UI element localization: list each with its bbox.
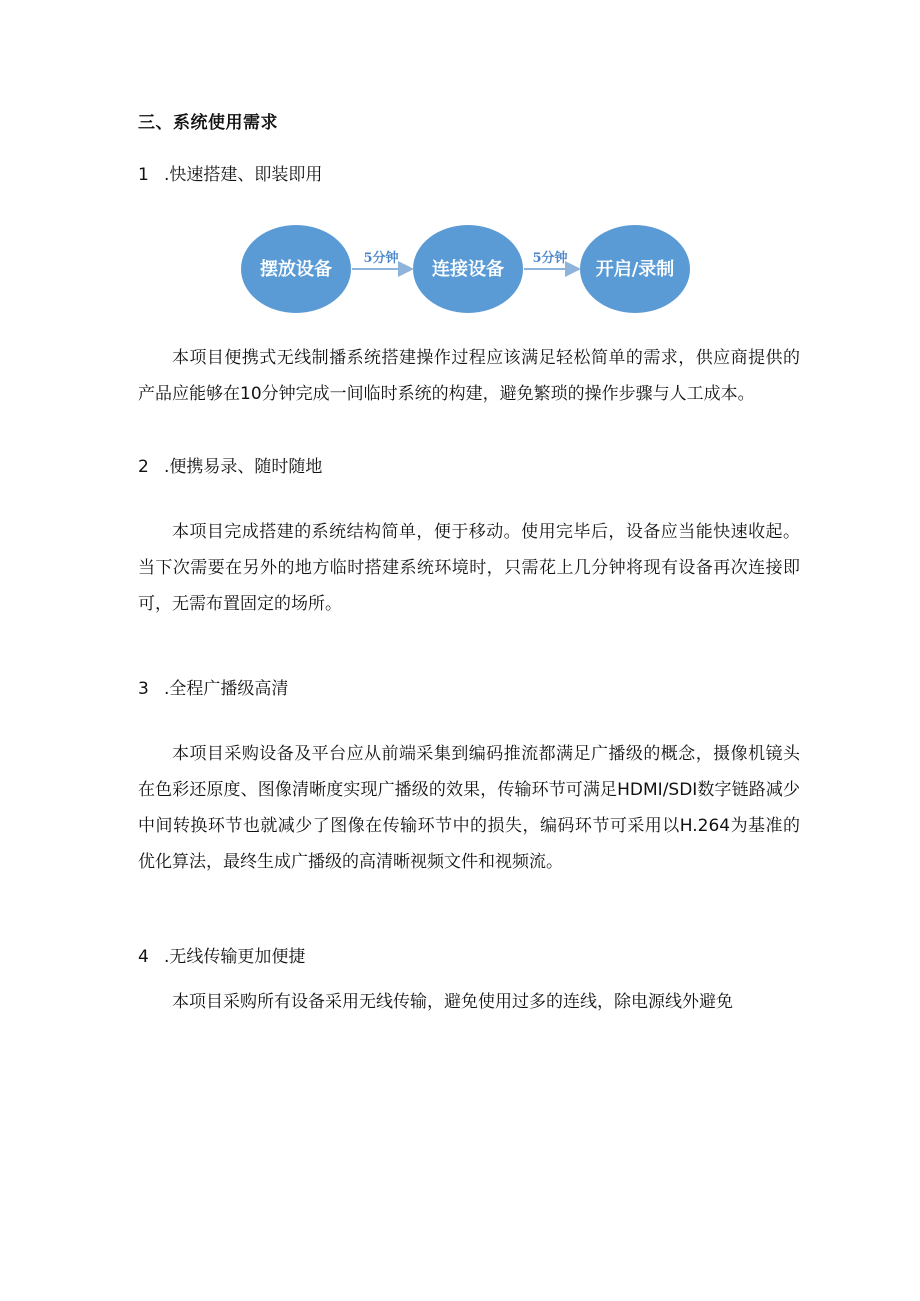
item-paragraph-1: 本项目便携式无线制播系统搭建操作过程应该满足轻松简单的需求，供应商提供的产品应能够在10分钟完成一间临时系统的构建，避免繁琐的操作步骤与人工成本。 [138, 348, 800, 404]
item-number: 3 [138, 679, 149, 699]
item-heading-4 [138, 942, 305, 967]
item-title: .便携易录、随时随地 [164, 457, 323, 477]
item-title: .全程广播级高清 [164, 679, 289, 699]
flow-node-label-3: 开启/录制 [595, 259, 675, 280]
flow-node-label-1: 摆放设备 [260, 259, 332, 280]
item-number: 4 [138, 947, 149, 967]
item-number: 1 [138, 165, 149, 185]
item-heading-1 [138, 160, 322, 185]
setup-flow-diagram [238, 222, 693, 317]
item-heading-2 [138, 452, 322, 477]
item-title: .无线传输更加便捷 [164, 947, 306, 967]
flow-svg [238, 222, 693, 317]
item-paragraph-2: 本项目完成搭建的系统结构简单，便于移动。使用完毕后，设备应当能快速收起。当下次需要在另外的地方临时搭建系统环境时，只需花上几分钟将现有设备再次连接即可，无需布置固定的场所。 [138, 522, 800, 614]
item-number: 2 [138, 457, 149, 477]
flow-node-label-2: 连接设备 [432, 259, 504, 280]
item-title: .快速搭建、即装即用 [164, 165, 323, 185]
item-paragraph-4: 本项目采购所有设备采用无线传输，避免使用过多的连线，除电源线外避免 [172, 992, 733, 1012]
flow-arrow-label-1: 5分钟 [363, 251, 399, 266]
section-title: 三、系统使用需求 [138, 113, 278, 133]
item-paragraph-3: 本项目采购设备及平台应从前端采集到编码推流都满足广播级的概念，摄像机镜头在色彩还原度、图像清晰度实现广播级的效果，传输环节可满足HDMI/SDI数字链路减少中间转换环节也就减少了图像在传输环节中的损失，编码环节可采用以H.264为基准的优化算法，最终生成广播级的高清晰视频文件和视频流。 [138, 744, 800, 872]
flow-arrow-label-2: 5分钟 [532, 251, 568, 266]
item-heading-3 [138, 674, 288, 699]
